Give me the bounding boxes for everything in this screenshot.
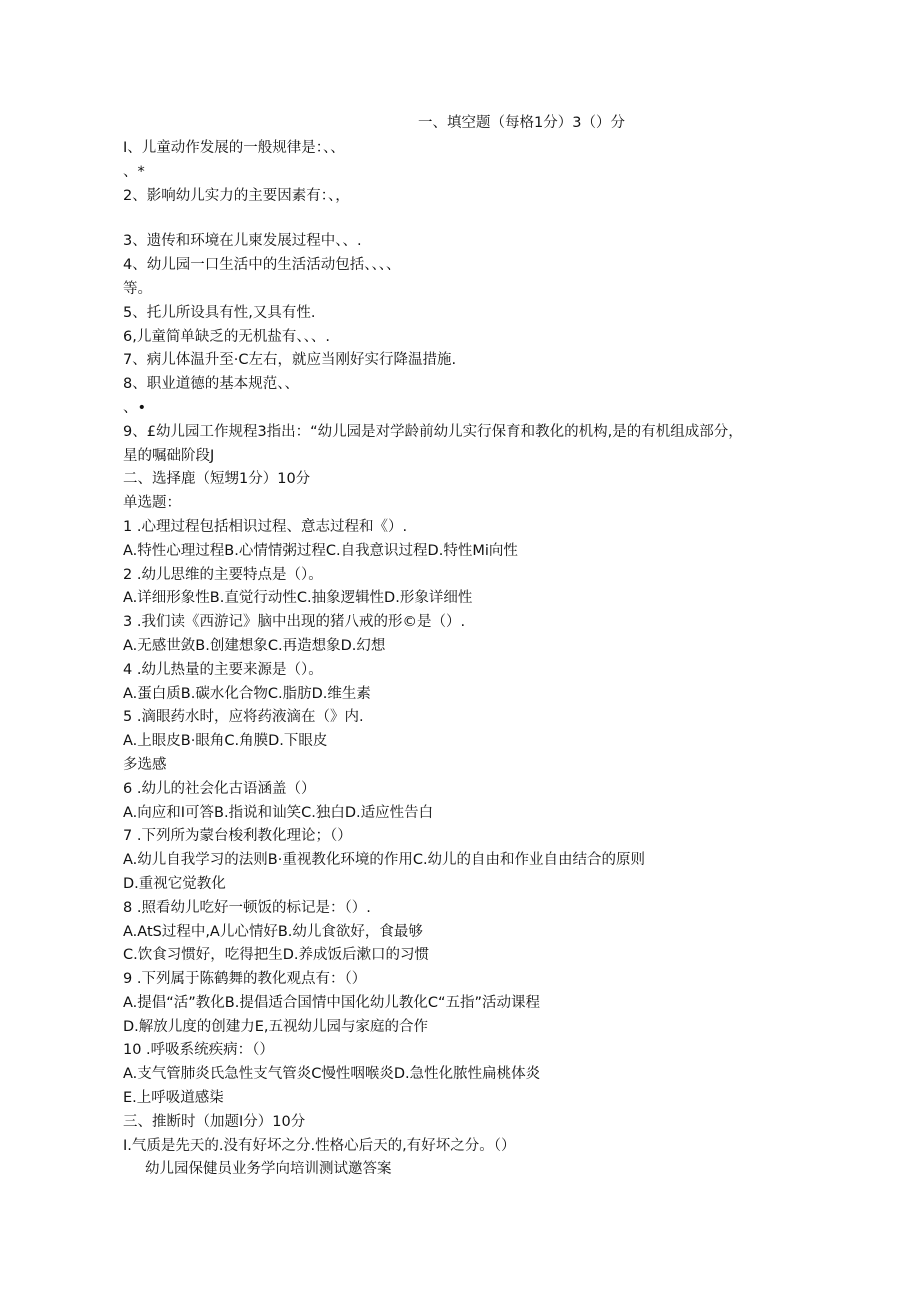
text-line-q6: 6,儿童简单缺乏的无机盐有、、、. <box>123 328 330 345</box>
subheading-single-choice: 单选题： <box>123 495 181 512</box>
text-line-q5: 5、托儿所设具有性,又具有性. <box>123 304 316 321</box>
section-heading-choice: 二、选择鹿（短甥1分）10分 <box>123 471 311 488</box>
options-9: A.提倡“活”教化B.提倡适合国情中国化幼儿教化C“五指”活动课程 <box>123 994 541 1011</box>
question-2: 2 .幼儿思维的主要特点是（）。 <box>123 566 323 583</box>
text-line-q9: 9、£幼儿园工作规程3指出：“幼儿园是对学龄前幼儿实行保育和教化的机构,是的有机组成部分， <box>123 423 743 440</box>
options-10: A.支气管肺炎氏急性支气管炎C慢性咽喉炎D.急性化脓性扁桃体炎 <box>123 1066 541 1083</box>
options-7-cont: D.重视它觉教化 <box>123 875 226 892</box>
document-footer-title: 幼儿园保健员业务学向培训测试邀答案 <box>145 1161 392 1178</box>
question-9: 9 .下列属于陈鹤舞的教化观点有：（） <box>123 971 367 988</box>
section-heading-judgment: 三、推断时（加题I分）10分 <box>123 1113 306 1130</box>
text-line-q4: 4、幼儿园一口生活中的生活活动包括、、、、 <box>123 257 401 274</box>
subheading-multi-choice: 多选感 <box>123 756 167 773</box>
question-10: 10 .呼吸系统疾病：（） <box>123 1042 274 1059</box>
text-line-q1-cont: 、* <box>123 163 145 180</box>
options-2: A.详细形象性B.直觉行动性C.抽象逻辑性D.形象详细性 <box>123 590 473 607</box>
options-10-cont: E.上呼吸道感柒 <box>123 1090 224 1107</box>
question-6: 6 .幼儿的社会化古语涵盖（） <box>123 780 316 797</box>
question-3: 3 .我们读《西游记》脑中出现的猪八戒的形©是（）. <box>123 614 466 631</box>
question-8: 8 .照看幼儿吃好一顿饭的标记是：（）. <box>123 899 371 916</box>
question-7: 7 .下列所为蒙台梭利教化理论；（） <box>123 828 352 845</box>
text-line-q7: 7、病儿体温升至·C左右，就应当刚好实行降温措施. <box>123 352 457 369</box>
text-line-q3: 3、遗传和环境在儿柬发展过程中、、. <box>123 233 362 250</box>
text-line-q2: 2、影响幼儿实力的主要因素有：、， <box>123 187 350 204</box>
options-3: A.无感世敛B.创建想象C.再造想象D.幻想 <box>123 637 386 654</box>
options-1: A.特性心理过程B.心情情粥过程C.自我意识过程D.特性Mi向性 <box>123 542 518 559</box>
question-4: 4 .幼儿热量的主要来源是（）。 <box>123 661 323 678</box>
text-line-q8-cont: 、• <box>123 399 147 416</box>
section-title: 一、填空题（每格1分）3（）分 <box>418 115 625 131</box>
text-line-q8: 8、职业道德的基本规范、、 <box>123 376 299 393</box>
question-5: 5 .滴眼药水时，应将药液滴在（》内. <box>123 709 364 726</box>
options-4: A.蛋白质B.碳水化合物C.脂肪D.维生素 <box>123 685 371 702</box>
text-line-q4-cont: 等。 <box>123 280 152 297</box>
options-9-cont: D.解放儿度的创建力E,五视幼儿园与家庭的合作 <box>123 1018 429 1035</box>
question-1: 1 .心理过程包括相识过程、意志过程和《）. <box>123 518 408 535</box>
options-7: A.幼儿自我学习的法则B·重视教化环境的作用C.幼儿的自由和作业自由结合的原则 <box>123 852 646 869</box>
text-line-q9-cont: 星的嘱础阶段J <box>123 447 215 464</box>
text-line-q1: I、儿童动作发展的一般规律是：、、 <box>123 140 345 156</box>
judgment-question-1: I.气质是先天的.没有好坏之分.性格心后天的,有好坏之分。（） <box>123 1137 516 1154</box>
options-6: A.向应和I可答B.指说和讪笑C.独白D.适应性告白 <box>123 804 434 821</box>
options-5: A.上眼皮B·眼角C.角膜D.下眼皮 <box>123 733 328 750</box>
document-body <box>123 137 803 1182</box>
options-8-cont: C.饮食习惯好，吃得把生D.养成饭后漱口的习惯 <box>123 947 430 964</box>
options-8: A.AtS过程中,A儿心情好B.幼儿食欲好，食最够 <box>123 923 423 940</box>
